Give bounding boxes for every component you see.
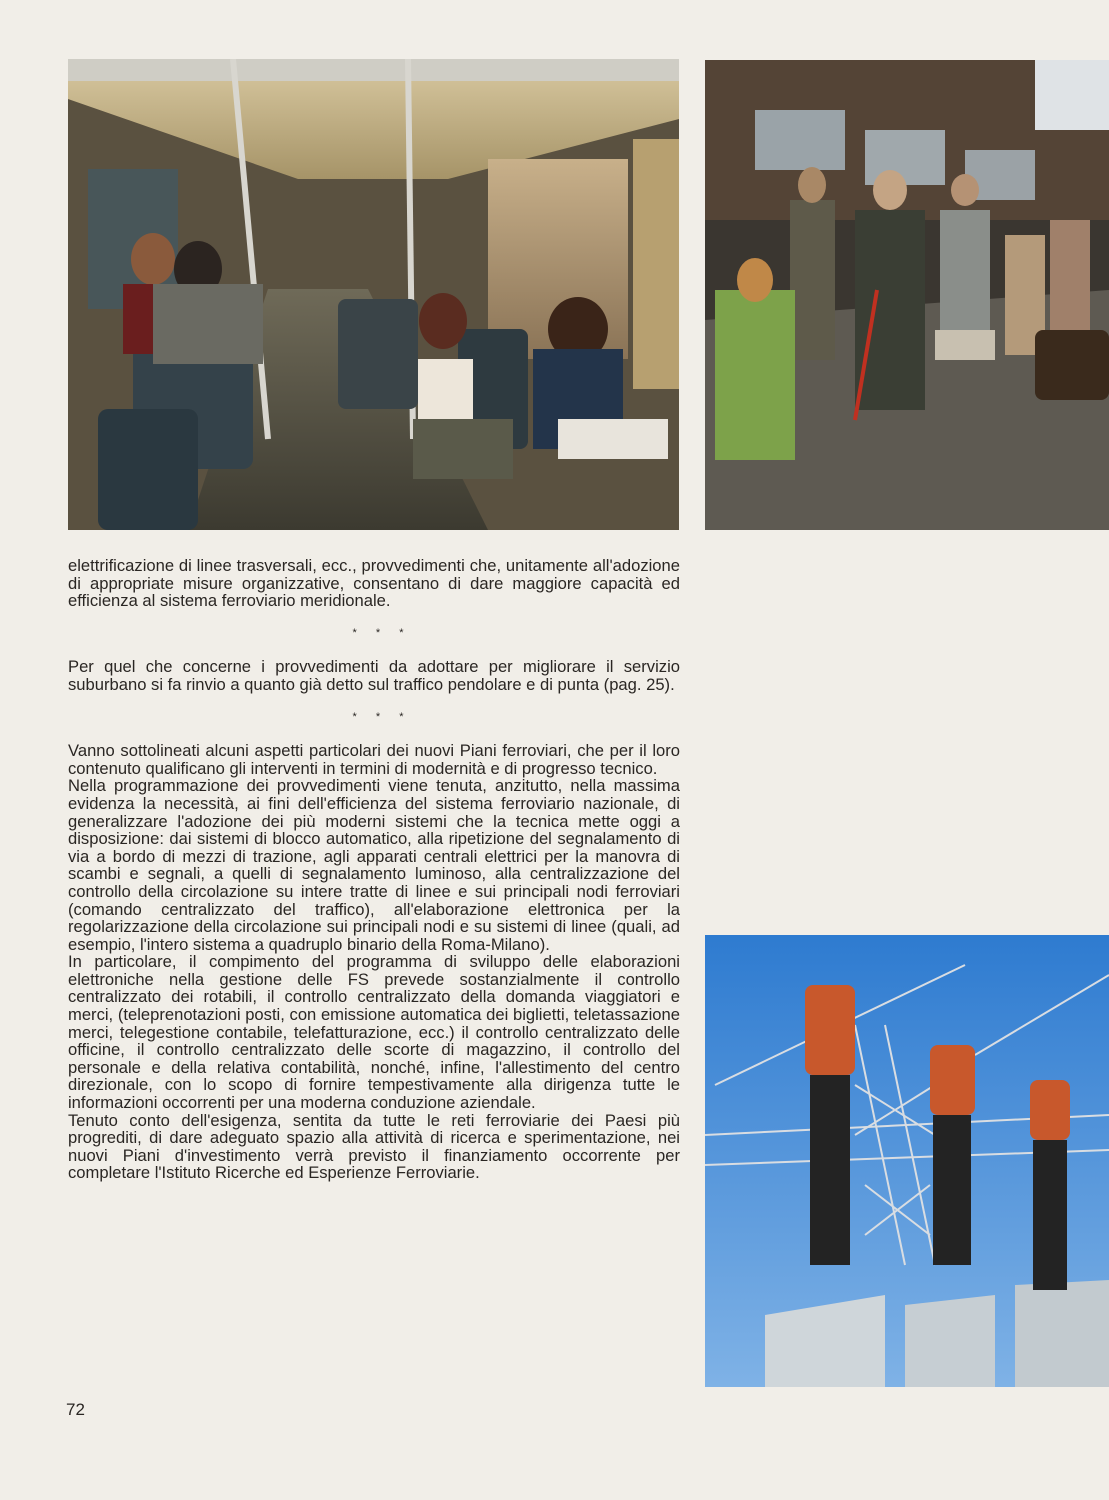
paragraph-3: Vanno sottolineati alcuni aspetti particolari dei nuovi Piani ferroviari, che per il loro contenuto qualificano gli interventi in termini di modernità e di progresso tecnico. — [68, 741, 680, 778]
paragraph-4: Nella programmazione dei provvedimenti viene tenuta, anzitutto, nella massima evidenza la necessità, ai fini dell'efficienza del sistema ferroviario nazionale, di generalizzare l'adozione dei più moderni sistemi che la tecnica mette oggi a disposizione: dai sistemi di blocco automatico, alla ripetizione del segnalamento di via a bordo di mezzi di trazione, agli apparati centrali elettrici per la manovra di scambi e segnali, a quelli di segnalamento luminoso, alla centralizzazione del controllo della circolazione su intere tratte di linee e sui principali nodi ferroviari (comando centralizzato del traffico), all'elaborazione elettronica per la regolarizzazione della circolazione sui principali nodi e su sistemi di linee (quali, ad esempio, l'intero sistema a quadruplo binario della Roma-Milano). — [68, 776, 680, 954]
paragraph-1: elettrificazione di linee trasversali, ecc., provvedimenti che, unitamente all'adozione di appropriate misure organizzative, consentano di dare maggiore capacità ed efficienza al sistema ferroviario meridionale. — [68, 556, 680, 611]
section-separator-1: * * * — [352, 626, 412, 639]
page-number: 72 — [66, 1400, 85, 1419]
section-separator-2: * * * — [352, 710, 412, 723]
paragraph-6: Tenuto conto dell'esigenza, sentita da tutte le reti ferroviarie dei Paesi più progrediti, di dare adeguato spazio alla attività di ricerca e sperimentazione, nei nuovi Piani d'investimento verrà previsto il finanziamento occorrente per completare l'Istituto Ricerche ed Esperienze Ferroviarie. — [68, 1110, 680, 1183]
body-text-column — [68, 557, 680, 1182]
paragraph-2: Per quel che concerne i provvedimenti da adottare per migliorare il servizio suburbano si fa rinvio a quanto già detto sul traffico pendolare e di punta (pag. 25). — [68, 657, 680, 694]
photo-station-platform — [705, 60, 1109, 530]
photo-insulators — [705, 935, 1109, 1387]
photo-train-interior — [68, 59, 679, 530]
paragraph-5: In particolare, il compimento del programma di sviluppo delle elaborazioni elettroniche nella gestione delle FS prevede sostanzialmente il controllo centralizzato dei rotabili, il controllo centralizzato della domanda viaggiatori e merci, (teleprenotazioni posti, con emissione automatica dei biglietti, teletassazione merci, telegestione contabile, telefatturazione, ecc.) il controllo centralizzato delle officine, il controllo centralizzato delle scorte di magazzino, il controllo del personale e della relativa contabilità, nonché, infine, l'allestimento del centro direzionale, con lo scopo di fornire tempestivamente alla dirigenza tutte le informazioni occorrenti per una moderna conduzione aziendale. — [68, 952, 680, 1113]
